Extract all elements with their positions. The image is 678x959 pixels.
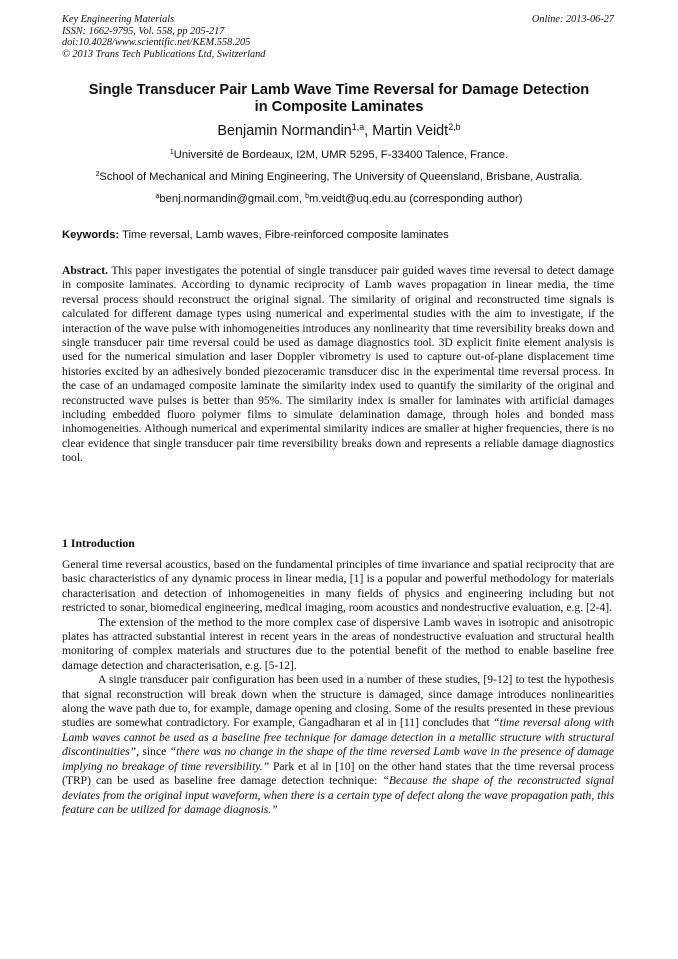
abstract xyxy=(62,264,614,466)
quote-gangadharan-1: “time reversal along with Lamb waves cannot be used as a baseline free technique for damage detection in a metallic structure with structural discontinuities” xyxy=(62,716,614,759)
copyright: © 2013 Trans Tech Publications Ltd, Switzerland xyxy=(62,48,266,60)
email-a: benj.normandin@gmail.com, xyxy=(159,193,306,205)
title-line-1: Single Transducer Pair Lamb Wave Time Reversal for Damage Detection xyxy=(88,82,590,98)
journal-meta xyxy=(62,14,265,60)
author-2-affiliation: 2,b xyxy=(448,122,461,133)
section-heading-introduction: 1 Introduction xyxy=(62,536,135,550)
affiliation-2-text: School of Mechanical and Mining Engineering, The University of Queensland, Brisbane, Australia. xyxy=(99,171,583,183)
affiliation-2 xyxy=(30,170,648,186)
paper-title xyxy=(40,82,638,116)
author-1: Benjamin Normandin xyxy=(217,123,352,139)
affiliation-1-text: Université de Bordeaux, I2M, UMR 5295, F-33400 Talence, France. xyxy=(173,149,509,161)
quote-park: “Because the shape of the reconstructed signal deviates from the original input waveform, when there is a certain type of defect along the wave propagation path, this feature can be utilized for damage diagnosis.” xyxy=(62,774,614,816)
keywords-label: Keywords: xyxy=(62,229,120,241)
intro-paragraph-1: General time reversal acoustics, based on the fundamental principles of time invariance and spatial reciprocity that are basic characteristics of any dynamic process in linear media, [1] is a popular and powerful methodology for materials characterisation and detection of inhomogeneities in many fields of physics and engineering including but not restricted to sonar, biomedical engineering, medical imaging, room acoustics and nondestructive evaluation, e.g. [2-4]. xyxy=(62,558,614,615)
emails xyxy=(30,192,648,208)
email-b-marker: b xyxy=(305,193,309,201)
keywords-text: Time reversal, Lamb waves, Fibre-reinforced composite laminates xyxy=(119,229,449,241)
keywords xyxy=(62,229,449,241)
online-date: Online: 2013-06-27 xyxy=(531,14,614,25)
intro-paragraph-2: The extension of the method to the more complex case of dispersive Lamb waves in isotropic and anisotropic plates has attracted substantial interest in recent years in the areas of nondestructive evaluation and structural health monitoring of complex materials and structures due to the potential benefit of the method to enable baseline free damage detection and characterisation, e.g. [5-12]. xyxy=(62,615,614,672)
intro-p3-text-c: Park et al in [10] on the other hand states that the time reversal process (TRP) can be used as baseline free damage detection technique: xyxy=(62,759,614,788)
abstract-text: This paper investigates the potential of single transducer pair guided waves time reversal to detect damage in composite laminates. According to dynamic reciprocity of Lamb waves propagation in linear media, the time reversal process should reconstruct the original signal. The similarity of original and reconstructed time signals is calculated for different damage types using numerical and experimental studies with the aim to investigate, if the interaction of the wave pulse with inhomogeneities introduces any nonlinearity that time reversibility breaks down and single transducer pair time reversal could be used as damage diagnostics tool. 3D explicit finite element analysis is used for the numerical simulation and laser Doppler vibrometry is used to capture out-of-plane displacement time histories excited by an adhesively bonded piezoceramic transducer disc in the experimental time reversal process. In the case of an undamaged composite laminate the similarity index used to quantify the similarity of the original and reconstructed wave pulses is better than 95%. The similarity index is smaller for laminates with artificial damages including embedded fluoro polymer films to simulate delamination damage, through holes and bonded mass inhomogeneities. Although numerical and experimental similarity indices are smaller at higher frequencies, there is no clear evidence that single transducer pair time reversibility breaks down and represents a reliable damage diagnostics tool. xyxy=(62,264,614,465)
email-b: m.veidt@uq.edu.au (corresponding author) xyxy=(308,193,523,205)
email-a-marker: a xyxy=(155,193,160,201)
quote-gangadharan-2: “there was no change in the shape of the time reversed Lamb wave in the presence of damage implying no breakage of time reversibility.” xyxy=(62,745,614,773)
abstract-label: Abstract. xyxy=(62,264,109,277)
affiliation-1-marker: 1 xyxy=(169,149,174,157)
intro-paragraph-3 xyxy=(62,673,614,817)
author-2: Martin Veidt xyxy=(372,123,449,139)
doi: doi:10.4028/www.scientific.net/KEM.558.205 xyxy=(62,37,251,49)
affiliation-1 xyxy=(30,148,648,164)
intro-p3-text-b: , since xyxy=(136,745,170,759)
authors xyxy=(40,122,638,141)
author-1-affiliation: 1,a xyxy=(351,122,365,133)
title-line-2: in Composite Laminates xyxy=(254,99,424,116)
journal-name: Key Engineering Materials xyxy=(62,14,175,25)
introduction-body xyxy=(62,558,614,817)
affiliation-2-marker: 2 xyxy=(95,171,100,179)
author-separator: , xyxy=(364,123,373,139)
intro-p3-text-a: A single transducer pair configuration has been used in a number of these studies, [9-12] to test the hypothesis that signal reconstruction will break down when the structure is damaged, since damage introduces nonlinearities along the wave path due to, for example, damage opening and closing. Some of the results presented in these previous studies are somewhat contradictory. For example, Gangadharan et al in [11] concludes that xyxy=(62,673,614,730)
issn: ISSN: 1662-9795, Vol. 558, pp 205-217 xyxy=(62,25,225,37)
